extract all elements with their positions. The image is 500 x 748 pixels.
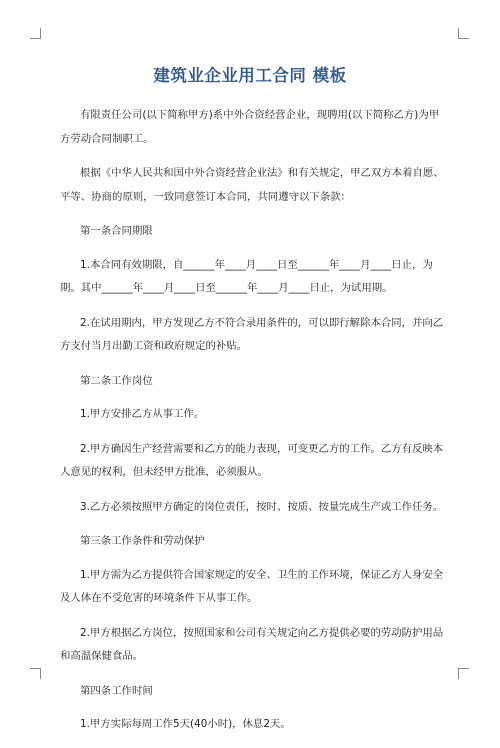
section-heading-working-hours: 第四条工作时间 xyxy=(80,684,153,697)
clause-3-2: 2.甲方根据乙方岗位，按照国家和公司有关规定向乙方提供必要的劳动防护用品和高温保健食品。 xyxy=(60,626,444,662)
section-heading-job-position: 第二条工作岗位 xyxy=(80,374,153,387)
intro-paragraph: 有限责任公司(以下简称甲方)系中外合资经营企业，现聘用(以下简称乙方)为甲方劳动合同制职工。 xyxy=(60,109,440,145)
clause-2-3: 3.乙方必须按照甲方确定的岗位责任，按时、按质、按量完成生产或工作任务。 xyxy=(80,500,444,513)
section-heading-contract-term: 第一条合同期限 xyxy=(80,225,153,237)
clause-4-1: 1.甲方实际每周工作5天(40小时)，休息2天。 xyxy=(80,718,291,730)
document-title: 建筑业企业用工合同 模板 xyxy=(153,66,347,85)
crop-mark-bottom-left xyxy=(30,668,41,679)
document-body xyxy=(60,104,446,748)
section-heading-working-conditions: 第三条工作条件和劳动保护 xyxy=(80,535,205,547)
clause-1-1: 1.本合同有效期限，自______年____月____日至______年____月____日止，为期。其中______年____月____日至______年____月____日止，为试用期。 xyxy=(60,258,433,294)
crop-mark-top-right xyxy=(458,28,469,39)
clause-1-2: 2.在试用期内，甲方发现乙方不符合录用条件的，可以即行解除本合同，并向乙方支付当月出勤工资和政府规定的补贴。 xyxy=(60,316,444,352)
clause-2-1: 1.甲方安排乙方从事工作。 xyxy=(80,408,205,420)
clause-2-2: 2.甲方确因生产经营需要和乙方的能力表现，可变更乙方的工作。乙方有反映本人意见的权利，但未经甲方批准，必须服从。 xyxy=(60,442,444,478)
basis-paragraph: 根据《中华人民共和国中外合资经营企业法》和有关规定，甲乙双方本着自愿、平等、协商的原则，一致同意签订本合同，共同遵守以下条款： xyxy=(60,167,444,203)
clause-3-1: 1.甲方需为乙方提供符合国家规定的安全、卫生的工作环境，保证乙方人身安全及人体在不受危害的环境条件下从事工作。 xyxy=(60,568,444,604)
crop-mark-top-left xyxy=(30,28,41,39)
crop-mark-bottom-right xyxy=(458,668,469,679)
